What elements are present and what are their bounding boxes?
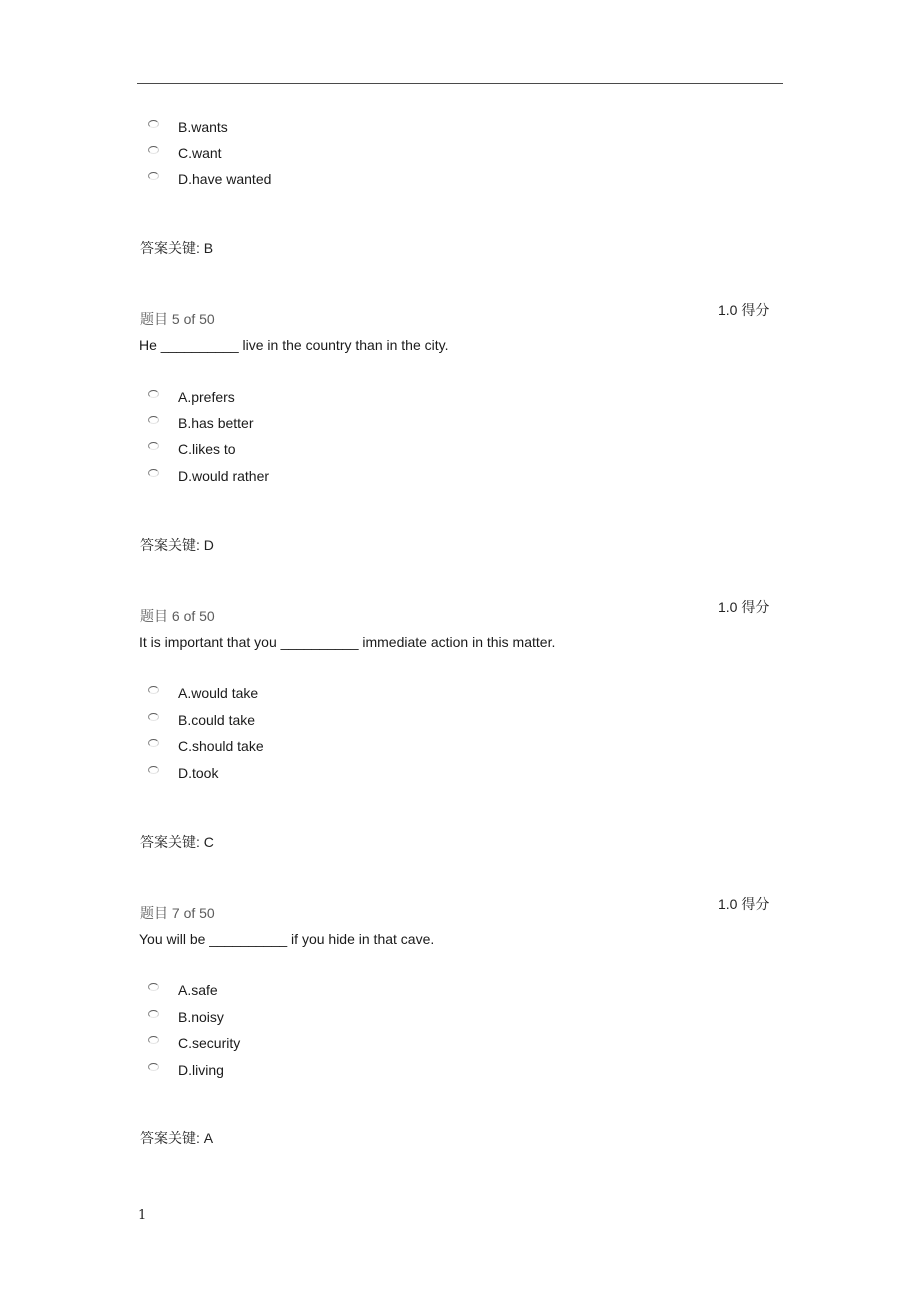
radio-button-icon[interactable]: [148, 739, 159, 747]
radio-button-icon[interactable]: [148, 390, 159, 398]
option-label: D.would rather: [178, 468, 270, 484]
question-number: 题目 6 of 50: [140, 608, 215, 624]
radio-button-icon[interactable]: [148, 120, 159, 128]
option-label: C.security: [178, 1035, 241, 1051]
option-label: A.prefers: [178, 389, 235, 405]
option-label: D.have wanted: [178, 171, 272, 187]
radio-button-icon[interactable]: [148, 766, 159, 774]
question-number: 题目 7 of 50: [140, 905, 215, 921]
radio-button-icon[interactable]: [148, 1010, 159, 1018]
question-score: 1.0 得分: [718, 599, 770, 615]
answer-key: 答案关键: A: [140, 1130, 214, 1146]
option-label: A.would take: [178, 685, 259, 701]
radio-button-icon[interactable]: [148, 983, 159, 991]
radio-button-icon[interactable]: [148, 146, 159, 154]
option-label: D.living: [178, 1062, 224, 1078]
option-label: B.has better: [178, 415, 254, 431]
page-number: 1: [138, 1208, 147, 1223]
question-text: You will be __________ if you hide in that cave.: [139, 931, 435, 947]
option-label: C.should take: [178, 738, 264, 754]
option-label: A.safe: [178, 982, 218, 998]
option-label: B.could take: [178, 712, 256, 728]
answer-key: 答案关键: D: [140, 537, 214, 553]
option-label: C.likes to: [178, 441, 236, 457]
answer-key: 答案关键: C: [140, 834, 214, 850]
question-score: 1.0 得分: [718, 302, 770, 318]
option-label: B.noisy: [178, 1009, 224, 1025]
radio-button-icon[interactable]: [148, 416, 159, 424]
radio-button-icon[interactable]: [148, 1063, 159, 1071]
header-rule: [137, 83, 783, 84]
radio-button-icon[interactable]: [148, 442, 159, 450]
radio-button-icon[interactable]: [148, 1036, 159, 1044]
radio-button-icon[interactable]: [148, 686, 159, 694]
option-label: B.wants: [178, 119, 228, 135]
question-text: It is important that you __________ immediate action in this matter.: [139, 634, 556, 650]
radio-button-icon[interactable]: [148, 172, 159, 180]
radio-button-icon[interactable]: [148, 469, 159, 477]
answer-key: 答案关键: B: [140, 240, 214, 256]
option-label: C.want: [178, 145, 222, 161]
option-label: D.took: [178, 765, 219, 781]
question-number: 题目 5 of 50: [140, 311, 215, 327]
question-score: 1.0 得分: [718, 896, 770, 912]
radio-button-icon[interactable]: [148, 713, 159, 721]
question-text: He __________ live in the country than in the city.: [139, 337, 449, 353]
